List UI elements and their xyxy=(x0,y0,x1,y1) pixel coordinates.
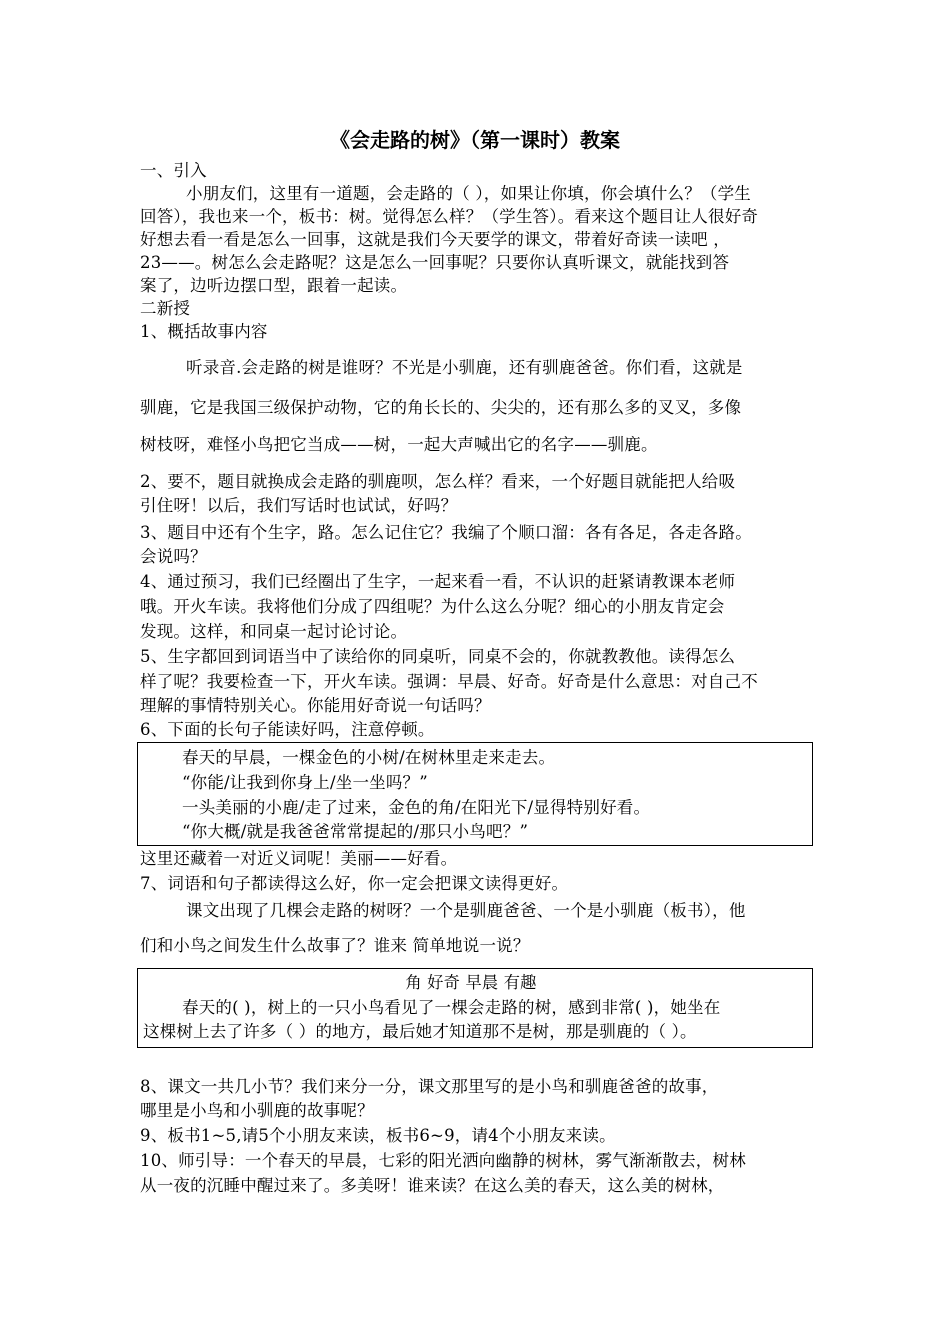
paragraph-line: 引住呀！以后，我们写话时也试试，好吗？ xyxy=(140,496,458,515)
box-sentence: “你大概/就是我爸爸常常提起的/那只小鸟吧？” xyxy=(182,822,529,841)
paragraph-line: 案了，边听边摆口型，跟着一起读。 xyxy=(140,276,408,295)
list-item: 4、通过预习，我们已经圈出了生字，一起来看一看，不认识的赶紧请教课本老师 xyxy=(140,572,736,591)
fill-in-sentence: 春天的( )，树上的一只小鸟看见了一棵会走路的树，感到非常( )，她坐在 xyxy=(182,998,721,1017)
paragraph-line: 会说吗？ xyxy=(140,547,207,566)
paragraph-line: 这里还藏着一对近义词呢！美丽——好看。 xyxy=(140,849,458,868)
list-item: 8、课文一共几小节？我们来分一分，课文那里写的是小鸟和驯鹿爸爸的故事， xyxy=(140,1077,719,1096)
list-item: 9、板书1~5,请5个小朋友来读，板书6~9，请4个小朋友来读。 xyxy=(140,1126,616,1145)
list-item: 5、生字都回到词语当中了读给你的同桌听，同桌不会的，你就教教他。读得怎么 xyxy=(140,647,736,666)
paragraph-line: 们和小鸟之间发生什么故事了？谁来 简单地说一说？ xyxy=(140,936,530,955)
paragraph-line: 驯鹿，它是我国三级保护动物，它的角长长的、尖尖的，还有那么多的叉叉，多像 xyxy=(140,398,742,417)
list-item: 3、题目中还有个生字，路。怎么记住它？我编了个顺口溜：各有各足，各走各路。 xyxy=(140,523,752,542)
paragraph-line: 23——。树怎么会走路呢？这是怎么一回事呢？只要你认真听课文，就能找到答 xyxy=(140,253,730,272)
paragraph-line: 听录音.会走路的树是谁呀？不光是小驯鹿，还有驯鹿爸爸。你们看，这就是 xyxy=(186,358,743,377)
section-heading-intro: 一、引入 xyxy=(140,161,207,180)
list-item: 6、下面的长句子能读好吗，注意停顿。 xyxy=(140,720,435,739)
section-heading-new: 二新授 xyxy=(140,299,191,318)
paragraph-line: 回答），我也来一个，板书：树。觉得怎么样？（学生答）。看来这个题目让人很好奇 xyxy=(140,207,759,226)
paragraph-line: 哦。开火车读。我将他们分成了四组呢？为什么这么分呢？细心的小朋友肯定会 xyxy=(140,597,725,616)
paragraph-line: 树枝呀，难怪小鸟把它当成——树，一起大声喊出它的名字——驯鹿。 xyxy=(140,435,658,454)
paragraph-line: 小朋友们，这里有一道题，会走路的（ ），如果让你填，你会填什么？（学生 xyxy=(186,184,751,203)
paragraph-line: 样了呢？我要检查一下，开火车读。强调：早晨、好奇。好奇是什么意思：对自己不 xyxy=(140,672,758,691)
list-item: 2、要不，题目就换成会走路的驯鹿呗，怎么样？看来，一个好题目就能把人给吸 xyxy=(140,472,736,491)
list-item: 1、概括故事内容 xyxy=(140,322,268,341)
fill-in-sentence: 这棵树上去了许多（ ）的地方，最后她才知道那不是树，那是驯鹿的（ ）。 xyxy=(143,1022,697,1041)
paragraph-line: 哪里是小鸟和小驯鹿的故事呢？ xyxy=(140,1101,374,1120)
paragraph-line: 课文出现了几棵会走路的树呀？一个是驯鹿爸爸、一个是小驯鹿（板书），他 xyxy=(186,901,746,920)
box-sentence: 春天的早晨，一棵金色的小树/在树林里走来走去。 xyxy=(182,748,556,767)
fill-in-box xyxy=(137,968,813,1048)
paragraph-line: 发现。这样，和同桌一起讨论讨论。 xyxy=(140,622,408,641)
paragraph-line: 好想去看一看是怎么一回事，这就是我们今天要学的课文，带着好奇读一读吧 ， xyxy=(140,230,730,249)
box-sentence: “你能/让我到你身上/坐一坐吗？” xyxy=(182,773,428,792)
sentence-box xyxy=(137,742,813,846)
paragraph-line: 理解的事情特别关心。你能用好奇说一句话吗？ xyxy=(140,696,491,715)
box-sentence: 一头美丽的小鹿/走了过来，金色的角/在阳光下/显得特别好看。 xyxy=(182,798,651,817)
list-item: 10、师引导：一个春天的早晨，七彩的阳光洒向幽静的树林，雾气渐渐散去，树林 xyxy=(140,1151,746,1170)
list-item: 7、词语和句子都读得这么好，你一定会把课文读得更好。 xyxy=(140,874,569,893)
page-title: 《会走路的树》（第一课时）教案 xyxy=(330,128,620,152)
paragraph-line: 从一夜的沉睡中醒过来了。多美呀！谁来读？在这么美的春天，这么美的树林， xyxy=(140,1176,725,1195)
word-bank: 角 好奇 早晨 有趣 xyxy=(405,973,537,992)
